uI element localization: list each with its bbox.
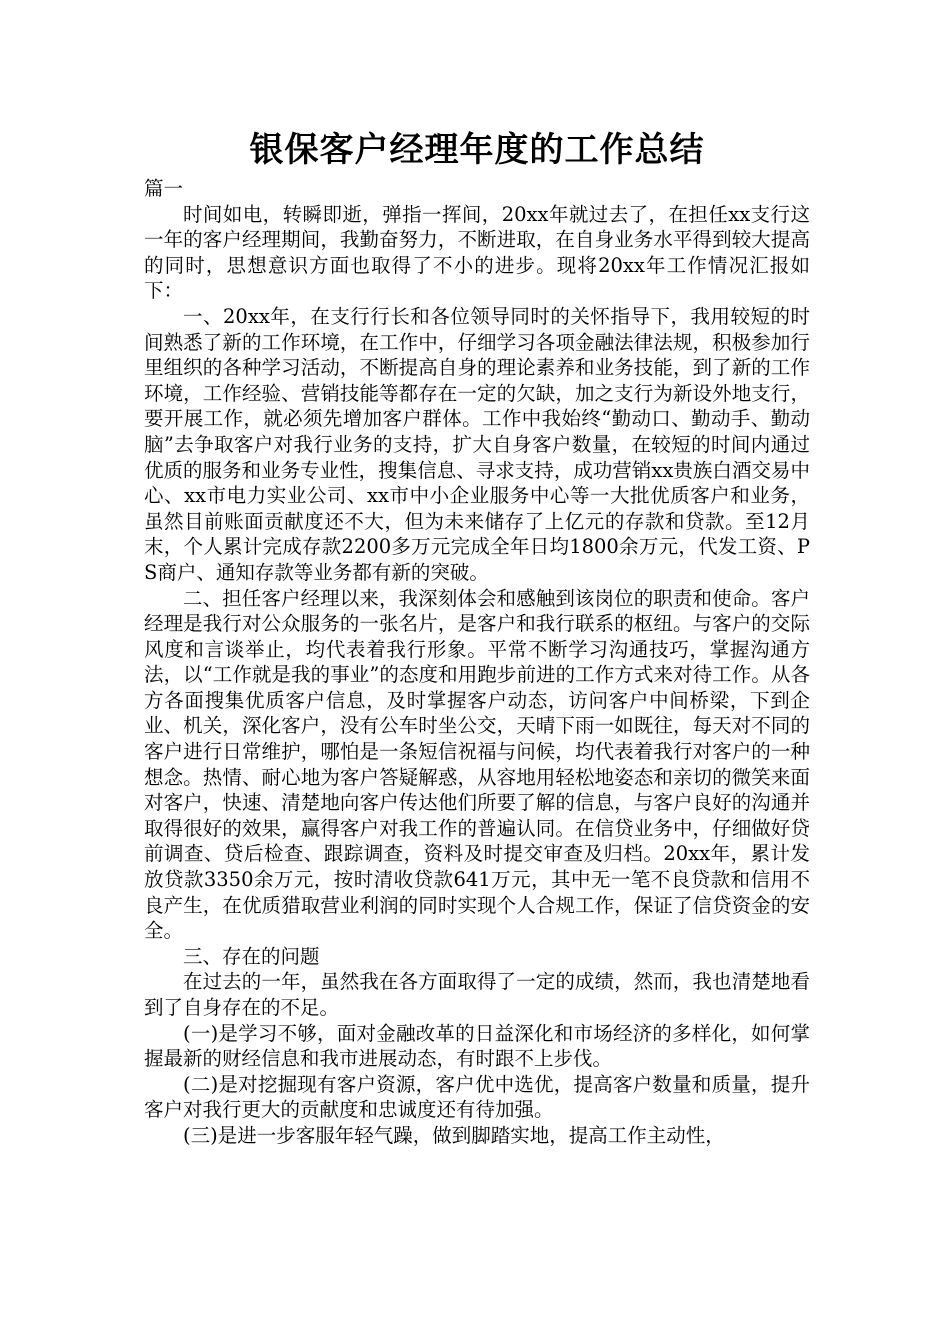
paragraph-problem-one: (一)是学习不够，面对金融改革的日益深化和市场经济的多样化，如何掌握最新的财经信息和我市进展动态，有时跟不上步伐。 — [144, 1021, 810, 1071]
paragraph-intro: 时间如电，转瞬即逝，弹指一挥间，20xx年就过去了，在担任xx支行这一年的客户经理期间，我勤奋努力，不断进取，在自身业务水平得到较大提高的同时，思想意识方面也取得了不小的进步。现将20xx年工作情况汇报如下： — [144, 202, 810, 303]
paragraph-section-two: 二、担任客户经理以来，我深刻体会和感触到该岗位的职责和使命。客户经理是我行对公众服务的一张名片，是客户和我行联系的枢纽。与客户的交际风度和言谈举止，均代表着我行形象。平常不断学习沟通技巧，掌握沟通方法，以“工作就是我的事业”的态度和用跑步前进的工作方式来对待工作。从各方各面搜集优质客户信息，及时掌握客户动态，访问客户中间桥梁，下到企业、机关，深化客户，没有公车时坐公交，天晴下雨一如既往，每天对不同的客户进行日常维护，哪怕是一条短信祝福与问候，均代表着我行对客户的一种想念。热情、耐心地为客户答疑解惑，从容地用轻松地姿态和亲切的微笑来面对客户，快速、清楚地向客户传达他们所要了解的信息，与客户良好的沟通并取得很好的效果，赢得客户对我工作的普遍认同。在信贷业务中，仔细做好贷前调查、贷后检查、跟踪调查，资料及时提交审查及归档。20xx年，累计发放贷款3350余万元，按时清收贷款641万元，其中无一笔不良贷款和信用不良产生，在优质猎取营业利润的同时实现个人合规工作，保证了信贷资金的安全。 — [144, 586, 810, 943]
paragraph-problem-two: (二)是对挖掘现有客户资源，客户优中选优，提高客户数量和质量，提升客户对我行更大的贡献度和忠诚度还有待加强。 — [144, 1072, 810, 1122]
paragraph-problem-three: (三)是进一步客服年轻气躁，做到脚踏实地，提高工作主动性， — [183, 1123, 725, 1147]
paragraph-problems-intro: 在过去的一年，虽然我在各方面取得了一定的成绩，然而，我也清楚地看到了自身存在的不足。 — [144, 970, 810, 1019]
paragraph-section-one: 一、20xx年，在支行行长和各位领导同时的关怀指导下，我用较短的时间熟悉了新的工作环境，在工作中，仔细学习各项金融法律法规，积极参加行里组织的各种学习活动，不断提高自身的理论素养和业务技能，到了新的工作环境，工作经验、营销技能等都存在一定的欠缺，加之支行为新设外地支行，要开展工作，就必须先增加客户群体。工作中我始终“勤动口、勤动手、勤动脑”去争取客户对我行业务的支持，扩大自身客户数量，在较短的时间内通过优质的服务和业务专业性，搜集信息、寻求支持，成功营销xx贵族白酒交易中心、xx市电力实业公司、xx市中小企业服务中心等一大批优质客户和业务，虽然目前账面贡献度还不大，但为未来储存了上亿元的存款和贷款。至12月末，个人累计完成存款2200多万元完成全年日均1800余万元，代发工资、PS商户、通知存款等业务都有新的突破。 — [144, 304, 810, 584]
heading-section-three: 三、存在的问题 — [183, 944, 320, 968]
document-title: 银保客户经理年度的工作总结 — [249, 130, 705, 170]
section-label: 篇一 — [144, 177, 184, 200]
document-page — [144, 128, 810, 1149]
